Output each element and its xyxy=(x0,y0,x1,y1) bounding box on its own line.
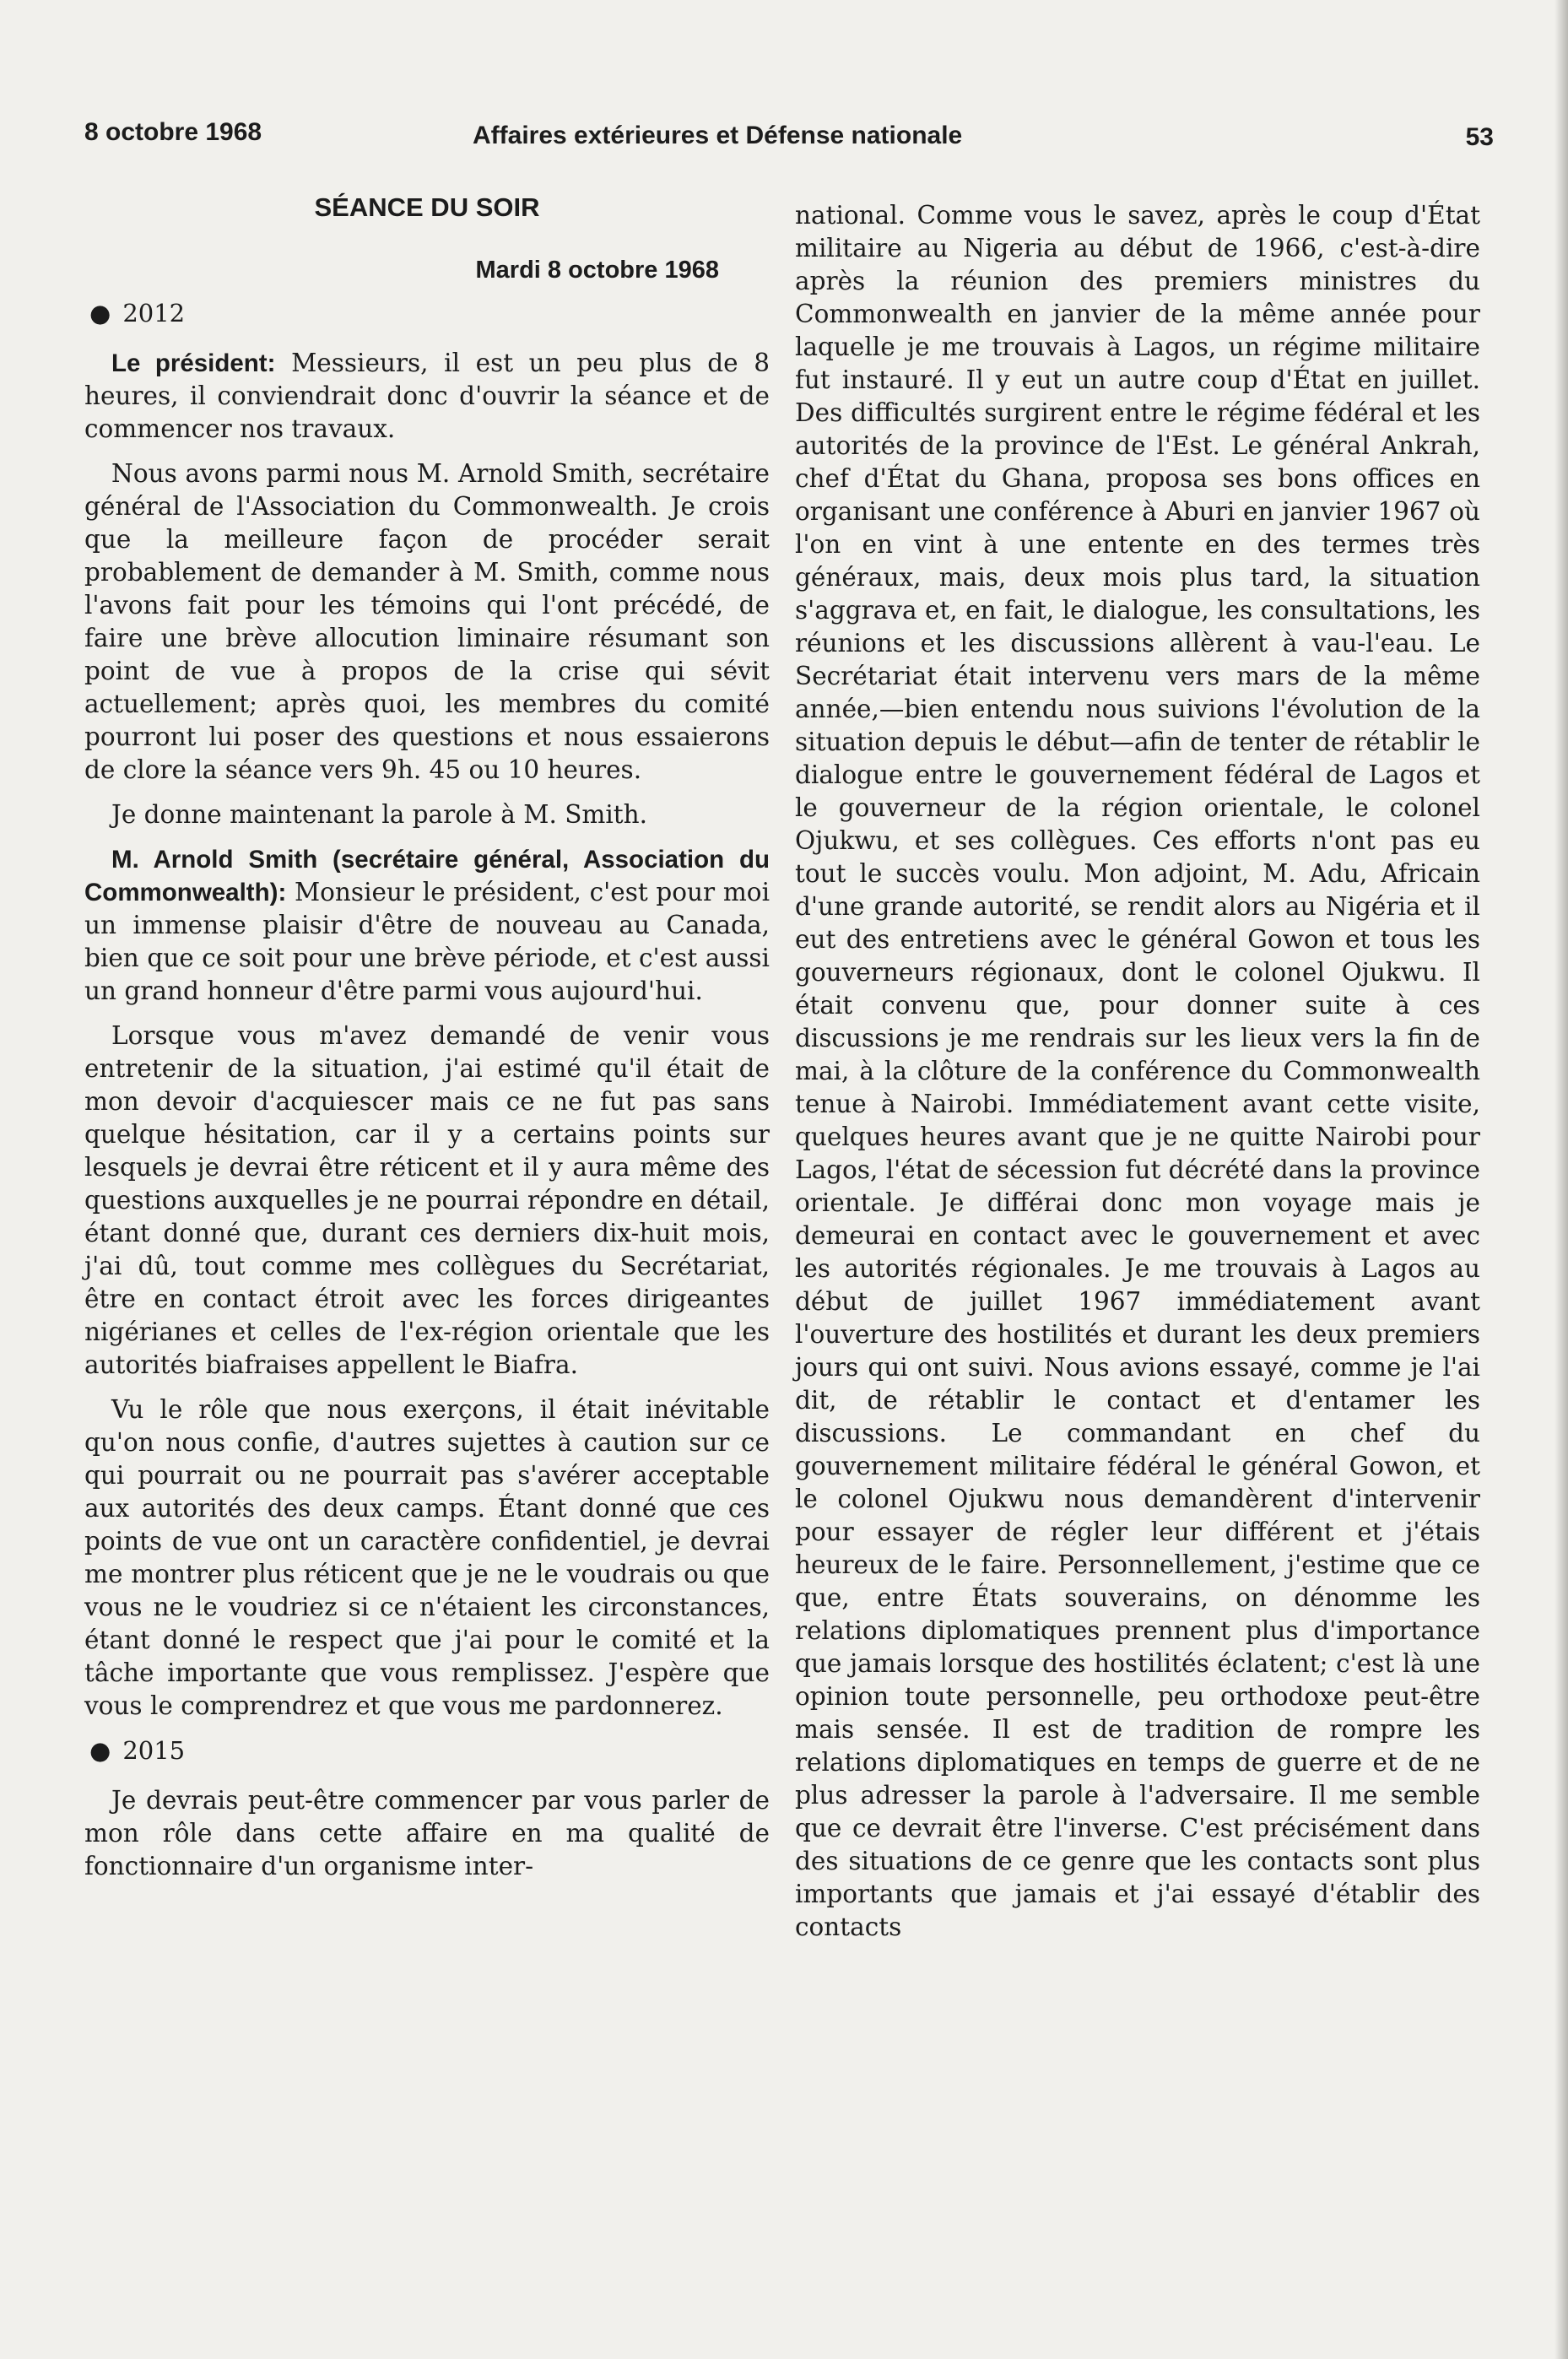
paragraph: Lorsque vous m'avez demandé de venir vous entretenir de la situation, j'ai estimé qu'il était de mon devoir d'acquiescer mais ce ne fut pas sans quelque hésitation, car il y a certains points sur lesquels je devrai être réticent et il y aura même des questions auxquelles je ne pourrai répondre en détail, étant donné que, durant ces derniers dix-huit mois, j'ai dû, tout comme mes collègues du Secrétariat, être en contact étroit avec les forces dirigeantes nigérianes et celles de l'ex-région orientale que les autorités biafraises appellent le Biafra. xyxy=(84,1021,770,1379)
paragraph: Je donne maintenant la parole à M. Smith. xyxy=(111,800,648,829)
speaker-name: M. Arnold Smith (secrétaire général, Association du Commonwealth): xyxy=(84,846,770,906)
running-header xyxy=(84,118,1494,160)
header-date: 8 octobre 1968 xyxy=(84,118,262,146)
left-column xyxy=(84,191,770,1895)
paragraph: Vu le rôle que nous exerçons, il était inévitable qu'on nous confie, d'autres sujettes à caution sur ce qui pourrait ou ne pourrait pas s'avérer acceptable aux autorités des deux camps. Étant donné que ces points de vue ont un caractère confidentiel, je devrai me montrer plus réticent que je ne le voudrais ou que vous ne le voudriez si ce n'étaient les circonstances, étant donné le respect que j'ai pour le comité et la tâche importante que vous remplissez. J'espère que vous le comprendrez et que vous me pardonnerez. xyxy=(84,1395,770,1720)
paragraph: Je devrais peut-être commencer par vous parler de mon rôle dans cette affaire en ma qualité de fonctionnaire d'un organisme inter- xyxy=(84,1786,770,1880)
time-marker-text: 2012 xyxy=(122,299,186,327)
right-column xyxy=(795,199,1480,1956)
bullet-icon: ● xyxy=(89,299,111,327)
page-edge-shadow xyxy=(1554,0,1568,2359)
page-number: 53 xyxy=(1465,123,1494,151)
speaker-name: Le président: xyxy=(111,349,276,377)
paragraph xyxy=(84,843,770,1008)
time-marker xyxy=(84,1734,770,1767)
header-title: Affaires extérieures et Défense nationale xyxy=(473,122,963,149)
paragraph xyxy=(84,347,770,446)
paragraph: Nous avons parmi nous M. Arnold Smith, secrétaire général de l'Association du Commonwealth. Je crois que la meilleure façon de procéder serait probablement de demander à M. Smith, comme nous l'avons fait pour les témoins qui l'ont précédé, de faire une brève allocution liminaire résumant son point de vue à propos de la crise qui sévit actuellement; après quoi, les membres du comité pourront lui poser des questions et nous essaierons de clore la séance vers 9h. 45 ou 10 heures. xyxy=(84,459,770,784)
time-marker xyxy=(84,297,770,330)
paragraph: national. Comme vous le savez, après le coup d'État militaire au Nigeria au début de 1966, c'est-à-dire après la réunion des premiers ministres du Commonwealth en janvier de la même année pour laquelle je me trouvais à Lagos, un régime militaire fut instauré. Il y eut un autre coup d'État en juillet. Des difficultés surgirent entre le régime fédéral et les autorités de la province de l'Est. Le général Ankrah, chef d'État du Ghana, proposa ses bons offices en organisant une conférence à Aburi en janvier 1967 où l'on en vint à une entente en des termes très généraux, mais, deux mois plus tard, la situation s'aggrava et, en fait, le dialogue, les consultations, les réunions et les discussions allèrent à vau-l'eau. Le Secrétariat était intervenu vers mars de la même année,—bien entendu nous suivions l'évolution de la situation depuis le début—afin de tenter de rétablir le dialogue entre le gouvernement fédéral de Lagos et le gouverneur de la région orientale, le colonel Ojukwu, et ses collègues. Ces efforts n'ont pas eu tout le succès voulu. Mon adjoint, M. Adu, Africain d'une grande autorité, se rendit alors au Nigéria et il eut des entretiens avec le général Gowon et tous les gouverneurs régionaux, dont le colonel Ojukwu. Il était convenu que, pour donner suite à ces discussions je me rendrais sur les lieux vers la fin de mai, à la clôture de la conférence du Commonwealth tenue à Nairobi. Immédiatement avant cette visite, quelques heures avant que je ne quitte Nairobi pour Lagos, l'état de sécession fut décrété dans la province orientale. Je différai donc mon voyage mais je demeurai en contact avec le gouvernement et avec les autorités régionales. Je me trouvais à Lagos au début de juillet 1967 immédiatement avant l'ouverture des hostilités et durant les deux premiers jours qui ont suivi. Nous avions essayé, comme je l'ai dit, de rétablir le contact et d'entamer les discussions. Le commandant en chef du gouvernement militaire fédéral le général Gowon, et le colonel Ojukwu nous demandèrent d'intervenir pour essayer de régler leur différent et j'étais heureux de le faire. Personnellement, j'estime que ce que, entre États souverains, on dénomme les relations diplomatiques prennent plus d'importance que jamais lorsque des hostilités éclatent; c'est là une opinion toute personnelle, peu orthodoxe peut-être mais sensée. Il est de tradition de rompre les relations diplomatiques en temps de guerre et de ne plus adresser la parole à l'adversaire. Il me semble que ce devrait être l'inverse. C'est précisément dans des situations de ce genre que les contacts sont plus importants que jamais et j'ai essayé d'établir des contacts xyxy=(795,201,1481,1941)
paragraph-text: Monsieur le président, c'est pour moi un immense plaisir d'être de nouveau au Canada, bien que ce soit pour une brève période, et c'est aussi un grand honneur d'être parmi vous aujourd'hui. xyxy=(84,878,770,1005)
paragraph-text: Messieurs, il est un peu plus de 8 heures, il conviendrait donc d'ouvrir la séance et de commencer nos travaux. xyxy=(84,349,770,443)
time-marker-text: 2015 xyxy=(122,1736,186,1765)
session-date: Mardi 8 octobre 1968 xyxy=(475,257,719,284)
bullet-icon: ● xyxy=(89,1736,111,1765)
section-heading: SÉANCE DU SOIR xyxy=(314,192,540,222)
